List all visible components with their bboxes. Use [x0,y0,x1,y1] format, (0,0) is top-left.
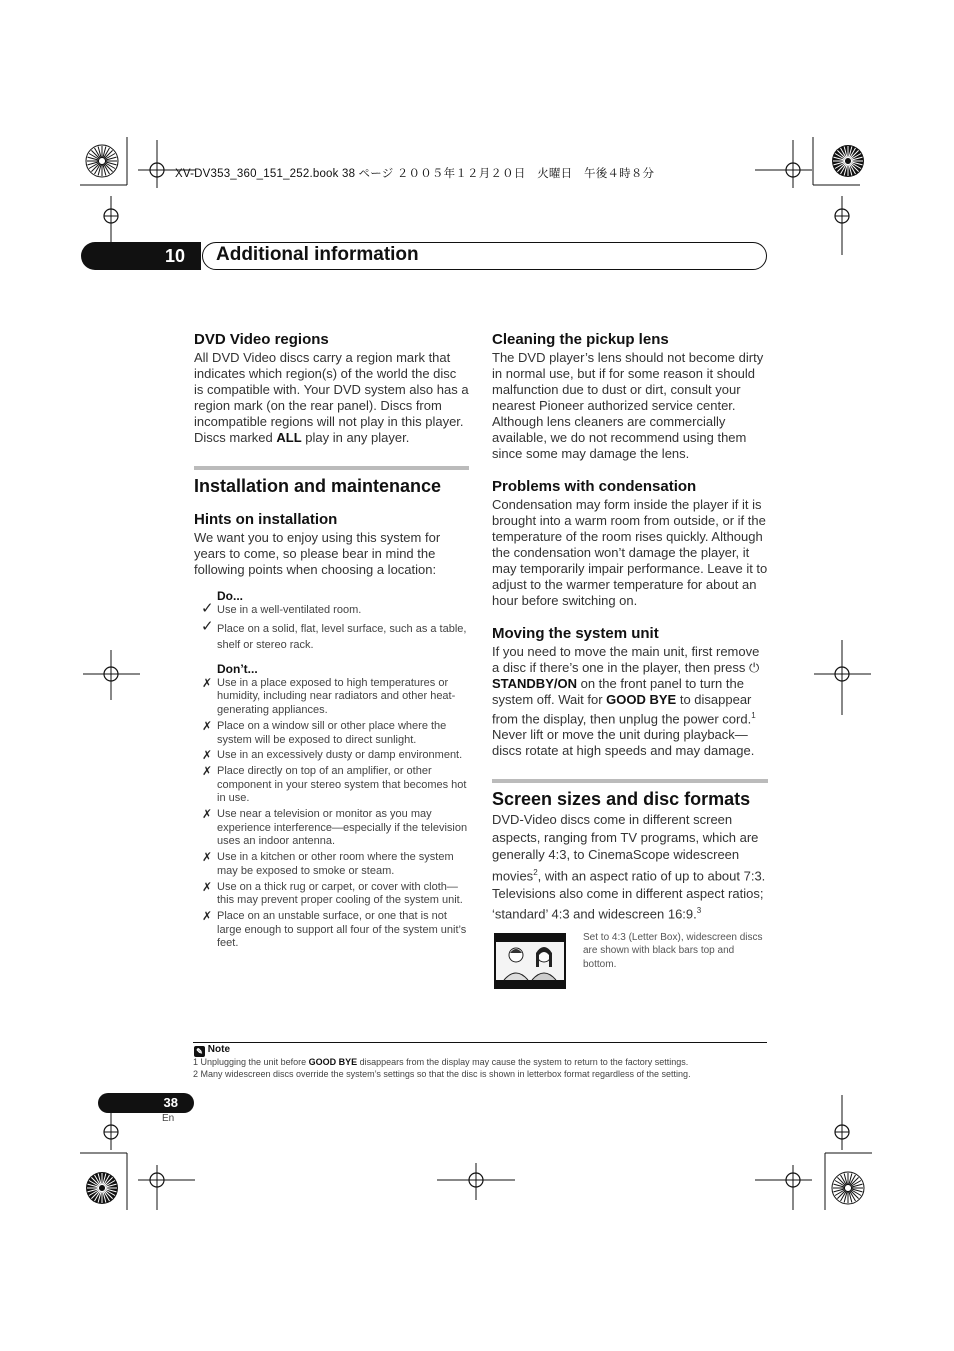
list-item: ✗ Place directly on top of an amplifier, or other component in your stereo system that becomes hot in use. [202,763,467,805]
letterbox-caption: Set to 4:3 (Letter Box), widescreen discs are shown with black bars top and bottom. [583,931,763,970]
list-item: ✗ Use in an excessively dusty or damp environment. [202,748,463,763]
cross-icon: ✗ [202,763,213,778]
moving-text: If you need to move the main unit, first remove a disc if there’s one in the player, then press ⏻ STANDBY/ON on the front panel to turn the system off. Wait for GOOD BYE to disappear from the display, then unplug the power cord.$^1$ Never lift or move the unit during playback—discs rotate at high speeds and may damage. [492,644,760,759]
dvd-regions-text: All DVD Video discs carry a region mark that indicates which region(s) of the world the disc is compatible with. Your DVD system also has a region mark (on the rear panel). Discs from incompatible regions will not play in this player. Discs marked ALL play in any player. [194,350,469,445]
list-item: ✗ Use near a television or monitor as you may experience interference—especially if the television uses an indoor antenna. [202,807,468,848]
do-label: Do... [217,589,243,603]
letterbox-figure [492,931,768,1001]
footnote-1: 1 Unplugging the unit before GOOD BYE disappears from the display may cause the system to return to the factory settings. [193,1057,689,1067]
section-rule [194,466,469,470]
cross-icon: ✗ [202,675,213,690]
installation-heading: Installation and maintenance [194,476,442,496]
chapter-number: 10 [81,242,201,270]
note-header: ✎ Note [194,1044,230,1057]
condensation-heading: Problems with condensation [492,478,697,495]
cross-icon: ✗ [202,748,213,763]
check-icon: ✓ [201,600,214,617]
pencil-note-icon: ✎ [194,1046,205,1057]
check-icon: ✓ [201,617,214,635]
print-header-line: XV-DV353_360_151_252.book 38 ページ ２００５年１２月２０日 火曜日 午後４時８分 [175,168,655,180]
list-item: ✗ Use in a kitchen or other room where the system may be exposed to smoke or steam. [202,850,454,877]
cleaning-text: The DVD player’s lens should not become dirty in normal use, but if for some reason it should malfunction due to dust or dirt, consult your nearest Pioneer authorized service center. Although lens cleaners are commercially available, we do not recommend using them since some may damage the lens. [492,350,764,461]
list-item: ✓ Use in a well-ventilated room. [201,600,362,617]
list-item: ✗ Use in a place exposed to high temperatures or humidity, including near radiators and other heat-generating appliances. [202,675,456,717]
list-item: ✗ Place on a window sill or other place where the system will be exposed to direct sunlight. [202,718,447,746]
cleaning-heading: Cleaning the pickup lens [492,331,669,348]
cross-icon: ✗ [202,850,213,865]
dont-label: Don’t... [217,661,258,676]
dvd-regions-heading: DVD Video regions [194,331,329,348]
chapter-title: Additional information [216,244,419,265]
power-icon: ⏻ [749,660,760,675]
footnote-2: 2 Many widescreen discs override the system’s settings so that the disc is shown in letterbox format regardless of the setting. [193,1069,691,1079]
condensation-text: Condensation may form inside the player if it is brought into a warm room from outside, or if the temperature of the room rises quickly. Although the condensation won’t damage the player, it may temporarily impair performance. Leave it to adjust to the warmer temperature for about an hour before switching on. [492,497,768,608]
list-item: ✗ Use on a thick rug or carpet, or cover with cloth—this may prevent proper cooling of the system unit. [202,879,463,907]
dont-list [194,677,469,951]
note-rule [193,1042,767,1043]
page-language: En [162,1113,175,1124]
screen-sizes-heading: Screen sizes and disc formats [492,789,751,810]
hints-heading: Hints on installation [194,511,338,528]
cross-icon: ✗ [202,879,213,894]
list-item: ✓ Place on a solid, flat, level surface, such as a table, shelf or stereo rack. [201,617,467,651]
section-rule [492,779,768,783]
cross-icon: ✗ [202,908,213,923]
moving-heading: Moving the system unit [492,625,659,642]
screen-sizes-text: DVD-Video discs come in different screen aspects, ranging from TV programs, which are generally 4:3, to CinemaScope widescreen movies$^2$, with an aspect ratio of up to about 7:3. Televisions also come in different aspect ratios; ‘standard’ 4:3 and widescreen 16:9.$^3$ [492,812,766,922]
hints-text: We want you to enjoy using this system for years to come, so please bear in mind the following points when choosing a location: [194,530,441,577]
right-column [492,330,768,1001]
cross-icon: ✗ [202,718,213,733]
left-column [194,330,469,951]
cross-icon: ✗ [202,807,213,822]
list-item: ✗ Place on an unstable surface, or one that is not large enough to support all four of the system unit’s feet. [202,908,467,950]
letterbox-tv-image [494,933,566,989]
page-number: 38 [98,1093,194,1113]
do-list [194,600,469,653]
